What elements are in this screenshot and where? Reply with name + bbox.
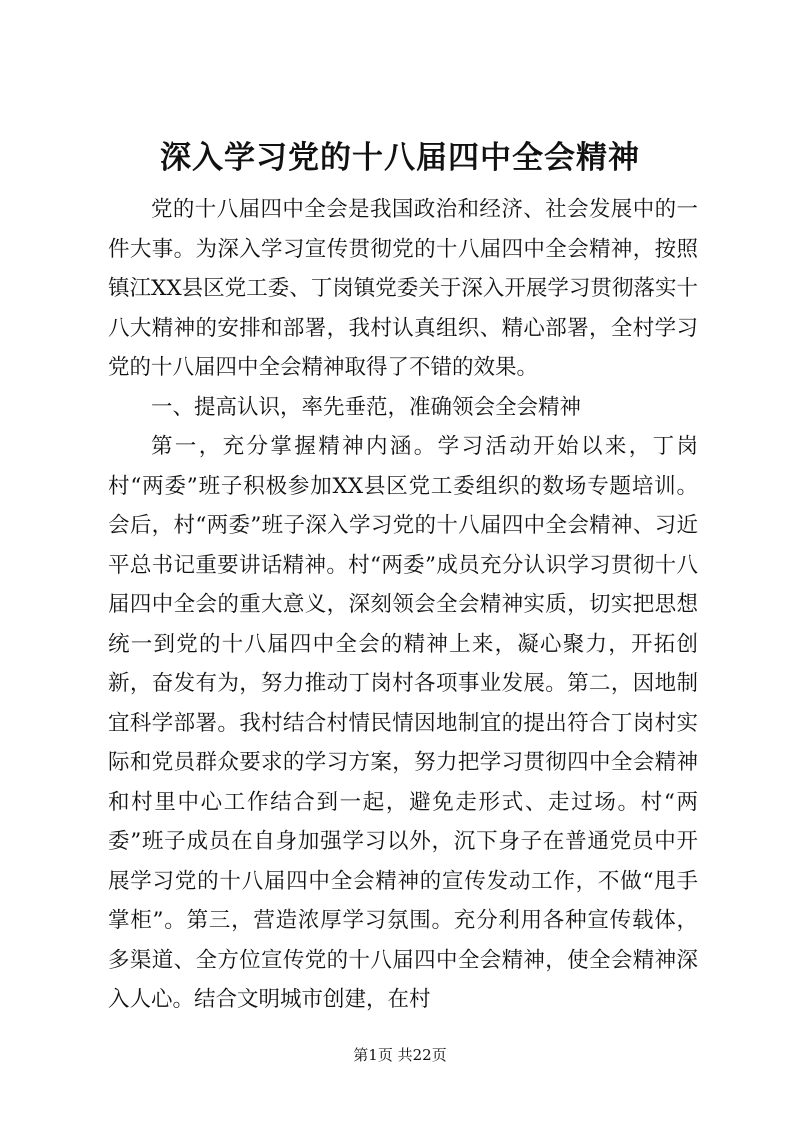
paragraph-body: 第一，充分掌握精神内涵。学习活动开始以来，丁岗村“两委”班子积极参加XX县区党工委组织的数场专题培训。会后，村“两委”班子深入学习党的十八届四中全会精神、习近平总书记重要讲话精神。村“两委”成员充分认识学习贯彻十八届四中全会的重大意义，深刻领会全会精神实质，切实把思想统一到党的十八届四中全会的精神上来，凝心聚力，开拓创新，奋发有为，努力推动丁岗村各项事业发展。第二，因地制宜科学部署。我村结合村情民情因地制宜的提出符合丁岗村实际和党员群众要求的学习方案，努力把学习贯彻四中全会精神和村里中心工作结合到一起，避免走形式、走过场。村“两委”班子成员在自身加强学习以外，沉下身子在普通党员中开展学习党的十八届四中全会精神的宣传发动工作，不做“甩手掌柜”。第三，营造浓厚学习氛围。充分利用各种宣传载体，多渠道、全方位宣传党的十八届四中全会精神，使全会精神深入人心。结合文明城市创建，在村 — [108, 434, 698, 1012]
section-heading: 一、提高认识，率先垂范，准确领会全会精神 — [151, 394, 582, 420]
document-body — [108, 190, 698, 1020]
page-number-footer: 第1页 共22页 — [353, 1046, 447, 1064]
paragraph-intro: 党的十八届四中全会是我国政治和经济、社会发展中的一件大事。为深入学习宣传贯彻党的十八届四中全会精神，按照镇江XX县区党工委、丁岗镇党委关于深入开展学习贯彻落实十八大精神的安排和部署，我村认真组织、精心部署，全村学习党的十八届四中全会精神取得了不错的效果。 — [108, 197, 698, 380]
document-title: 深入学习党的十八届四中全会精神 — [160, 140, 640, 176]
